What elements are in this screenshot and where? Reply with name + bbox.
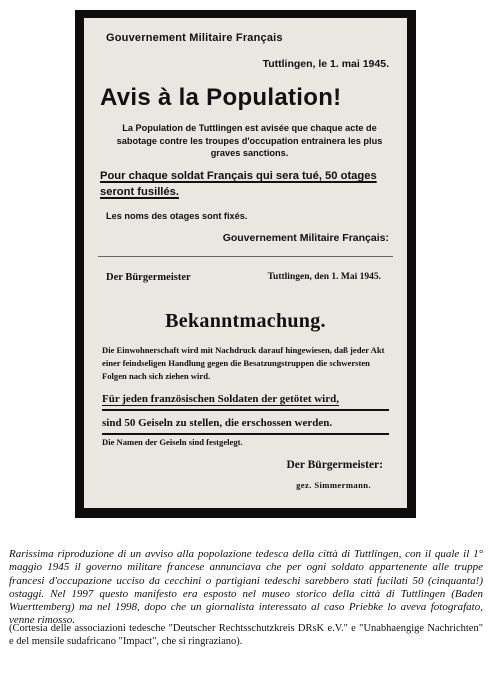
poster-emphasis-fr [100,168,391,200]
credit-text: (Cortesia delle associazioni tedesche "Deutscher Rechtsschutzkreis DRsK e.V." e "Unabhaengige Nachrichten" e del mensile sudafricano "Impact", che si ringraziano). [9,623,483,648]
poster-mayor-header: Der Bürgermeister [106,272,191,283]
poster-body-de: Die Einwohnerschaft wird mit Nachdruck darauf hingewiesen, daß jeder Akt einer feindseligen Handlung gegen die Besatzungstruppen die schwersten Folgen nach sich ziehen wird. [102,345,385,381]
poster-emphasis-de [102,389,389,435]
poster-title-de: Bekanntmachung. [165,310,326,332]
poster-body-fr: La Population de Tuttlingen est avisée que chaque acte de sabotage contre les troupes d'occupation entrainera les plus graves sanctions. [116,123,383,158]
poster-mayor-footer: Der Bürgermeister: [286,459,383,471]
poster-date-fr: Tuttlingen, le 1. mai 1945. [262,58,389,70]
poster-signature: gez. Simmermann. [296,480,371,490]
poster-emphasis-de-line1: Für jeden französischen Soldaten der getötet wird, [102,393,339,405]
poster-gov-footer: Gouvernement Militaire Français: [222,232,389,244]
poster-divider [98,256,393,257]
poster-names-de: Die Namen der Geiseln sind festgelegt. [102,437,243,447]
poster-gov-header: Gouvernement Militaire Français [106,32,283,44]
poster-date-de: Tuttlingen, den 1. Mai 1945. [267,272,381,282]
poster-emphasis-fr-text: Pour chaque soldat Français qui sera tué, 50 otages seront fusillés. [100,170,377,198]
poster-emphasis-de-line2: sind 50 Geiseln zu stellen, die erschossen werden. [102,409,389,435]
poster-names-fr: Les noms des otages sont fixés. [106,211,248,221]
poster-image [84,18,407,508]
caption-text: Rarissima riproduzione di un avviso alla popolazione tedesca della città di Tuttlingen, con il quale il 1° maggio 1945 il governo militare francese annunciava che per ogni soldato appartenente alle truppe francesi d'occupazione ucciso da cecchini o partigiani tedeschi sarebbero stati fucilati 50 (cinquanta!) ostaggi. Nel 1997 questo manifesto era esposto nel museo storico della città di Tuttlingen (Baden Wuerttemberg) ma nel 1998, dopo che un giornalista interessato al caso Priebke lo aveva fotografato, venne rimosso. [9,548,483,627]
poster-title-fr: Avis à la Population! [100,84,342,111]
